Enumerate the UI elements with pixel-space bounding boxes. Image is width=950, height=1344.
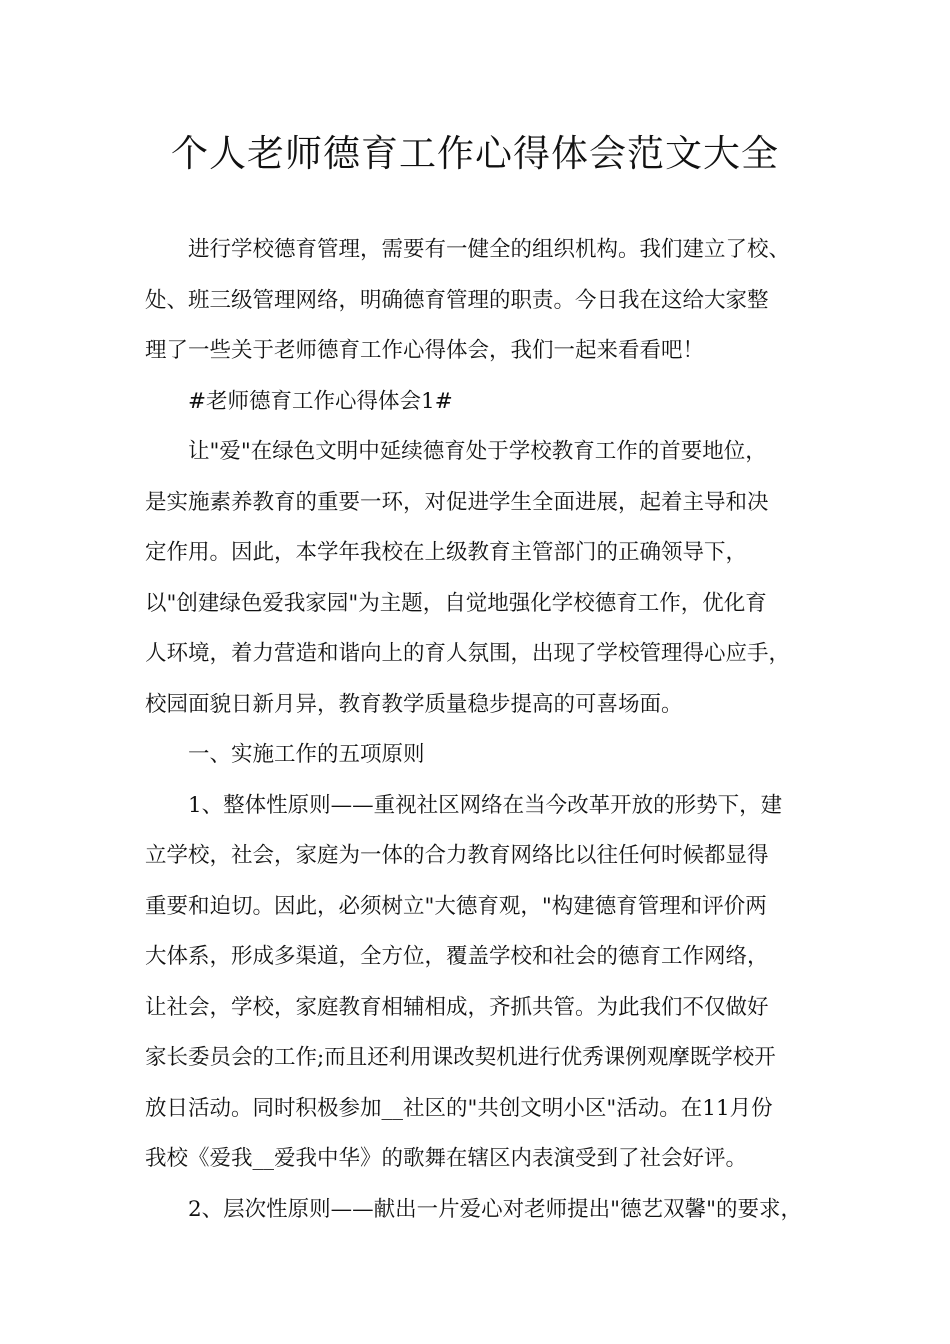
text-line: #老师德育工作心得体会1# — [188, 388, 453, 414]
text-line: 进行学校德育管理，需要有一健全的组织机构。我们建立了校、 — [188, 237, 791, 262]
text-line: 让"爱"在绿色文明中延续德育处于学校教育工作的首要地位， — [188, 439, 767, 464]
text-line: 理了一些关于老师德育工作心得体会，我们一起来看看吧！ — [145, 338, 705, 363]
document-body — [145, 225, 825, 1235]
section-heading-1 — [145, 377, 825, 428]
document-title: 个人老师德育工作心得体会范文大全 — [171, 132, 779, 175]
text-line: 定作用。因此，本学年我校在上级教育主管部门的正确领导下， — [145, 540, 748, 565]
paragraph-love — [145, 427, 825, 730]
text-line: 重要和迫切。因此，必须树立"大德育观，"构建德育管理和评价两 — [145, 893, 767, 919]
paragraph-principle-1 — [145, 781, 825, 1185]
text-line: 家长委员会的工作;而且还利用课改契机进行优秀课例观摩既学校开 — [145, 1045, 776, 1070]
text-line: 1、整体性原则——重视社区网络在当今改革开放的形势下，建 — [188, 792, 783, 818]
text-line: 立学校，社会，家庭为一体的合力教育网络比以往任何时候都显得 — [145, 843, 769, 868]
subheading-principles — [145, 730, 825, 781]
text-line: 处、班三级管理网络，明确德育管理的职责。今日我在这给大家整 — [145, 287, 769, 313]
text-line: 大体系，形成多渠道，全方位，覆盖学校和社会的德育工作网络， — [145, 944, 769, 969]
paragraph-principle-2 — [145, 1185, 825, 1236]
text-line: 校园面貌日新月异，教育教学质量稳步提高的可喜场面。 — [145, 691, 683, 717]
text-line: 让社会，学校，家庭教育相辅相成，齐抓共管。为此我们不仅做好 — [145, 994, 769, 1020]
text-line: 2、层次性原则——献出一片爱心对老师提出"德艺双馨"的要求， — [188, 1196, 802, 1222]
paragraph-intro — [145, 225, 825, 377]
text-line: 人环境，着力营造和谐向上的育人氛围，出现了学校管理得心应手， — [145, 641, 791, 666]
text-line: 我校《爱我__爱我中华》的歌舞在辖区内表演受到了社会好评。 — [145, 1146, 748, 1171]
text-line: 放日活动。同时积极参加__社区的"共创文明小区"活动。在11月份 — [145, 1095, 773, 1121]
text-line: 是实施素养教育的重要一环，对促进学生全面进展，起着主导和决 — [145, 489, 769, 515]
text-line: 一、实施工作的五项原则 — [188, 742, 425, 767]
text-line: 以"创建绿色爱我家园"为主题，自觉地强化学校德育工作，优化育 — [145, 590, 767, 616]
